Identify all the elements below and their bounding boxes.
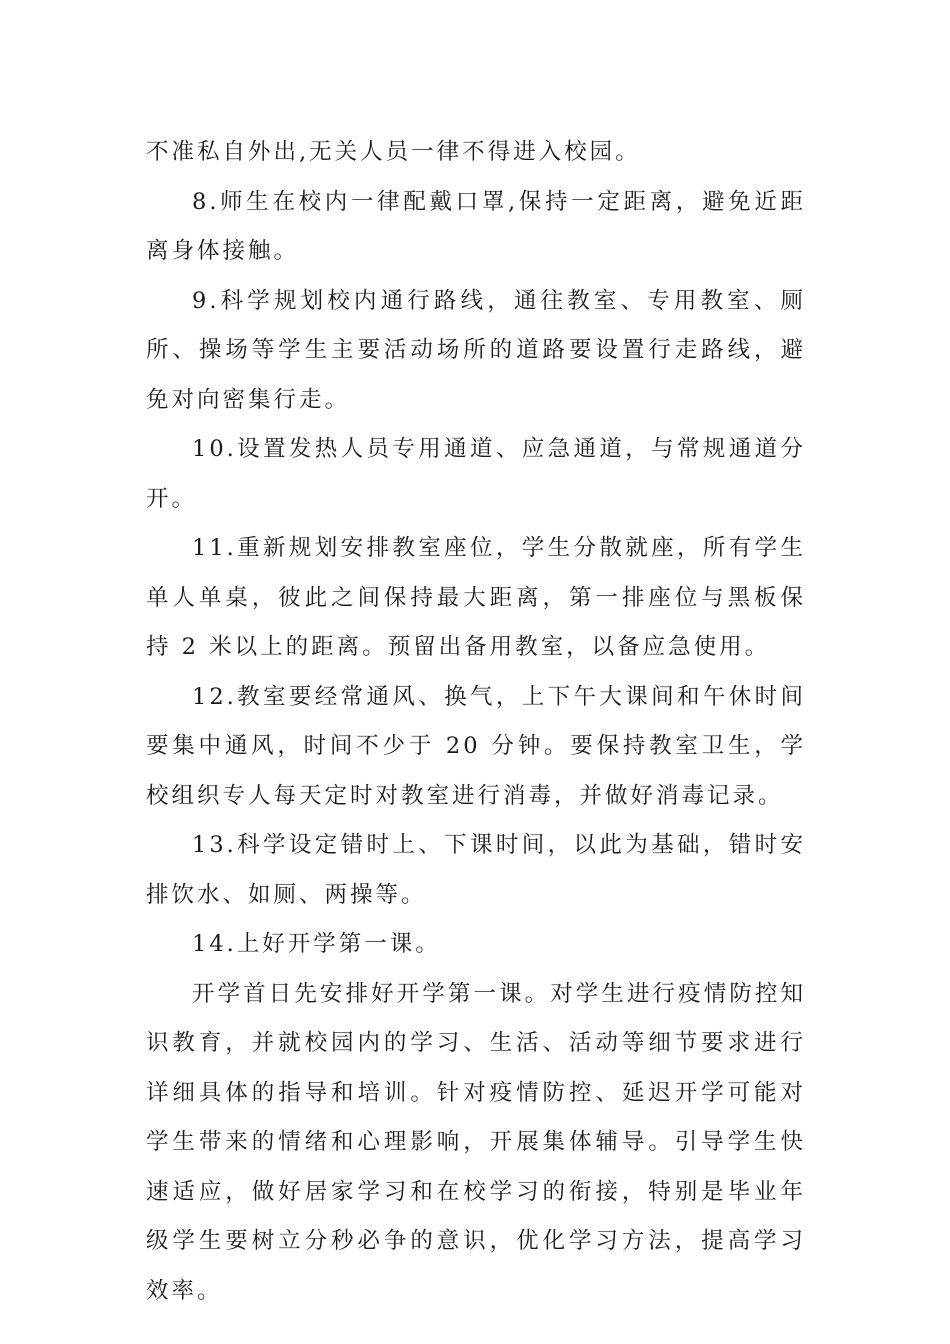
paragraph-item-8: 8.师生在校内一律配戴口罩,保持一定距离，避免近距离身体接触。 <box>146 188 806 264</box>
paragraph-item-12: 12.教室要经常通风、换气，上下午大课间和午休时间要集中通风，时间不少于 20 分钟。要保持教室卫生，学校组织专人每天定时对教室进行消毒，并做好消毒记录。 <box>146 683 806 809</box>
paragraph-item-10: 10.设置发热人员专用通道、应急通道，与常规通道分开。 <box>146 436 806 512</box>
paragraph-item-14: 14.上好开学第一课。 <box>192 931 441 957</box>
document-body <box>146 128 806 1316</box>
paragraph-item-11: 11.重新规划安排教室座位，学生分散就座，所有学生单人单桌，彼此之间保持最大距离，第一排座位与黑板保持 2 米以上的距离。预留出备用教室，以备应急使用。 <box>146 535 806 660</box>
paragraph-item-13: 13.科学设定错时上、下课时间，以此为基础，错时安排饮水、如厕、两操等。 <box>146 832 806 908</box>
paragraph-continuation: 不准私自外出,无关人员一律不得进入校园。 <box>146 139 641 165</box>
paragraph-first-lesson: 开学首日先安排好开学第一课。对学生进行疫情防控知识教育，并就校园内的学习、生活、活动等细节要求进行详细具体的指导和培训。针对疫情防控、延迟开学可能对学生带来的情绪和心理影响，开展集体辅导。引导学生快速适应，做好居家学习和在校学习的衔接，特别是毕业年级学生要树立分秒必争的意识，优化学习方法，提高学习效率。 <box>146 980 806 1304</box>
paragraph-item-9: 9.科学规划校内通行路线，通往教室、专用教室、厕所、操场等学生主要活动场所的道路要设置行走路线，避免对向密集行走。 <box>146 287 806 413</box>
